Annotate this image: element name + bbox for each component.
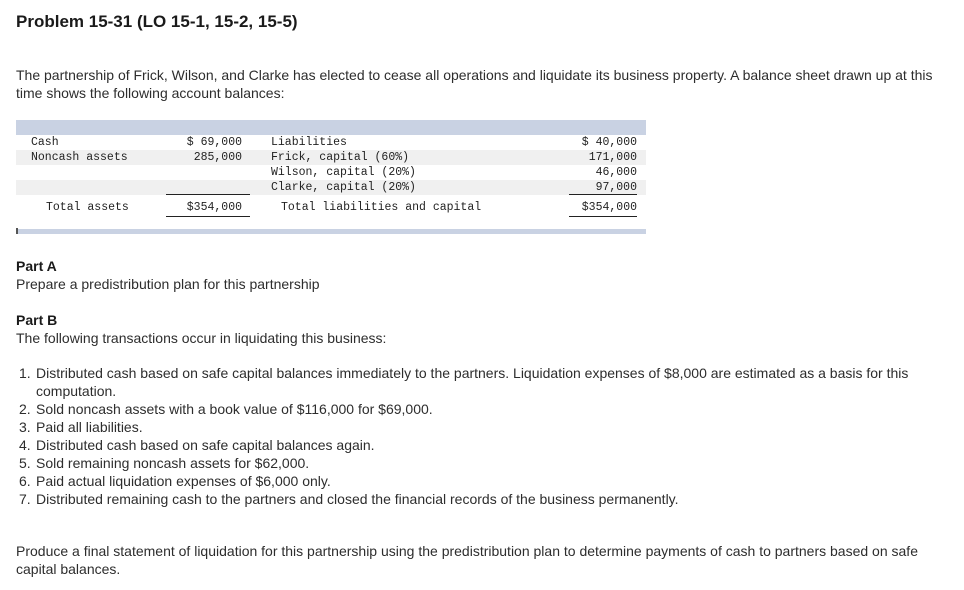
liability-amount: 171,000 <box>588 151 637 164</box>
table-total-row <box>16 200 646 215</box>
table-row <box>16 135 646 150</box>
step-text: Sold remaining noncash assets for $62,000. <box>36 455 310 471</box>
part-a-heading: Part A <box>16 258 57 274</box>
table-header-bar <box>16 120 646 135</box>
asset-amount <box>166 165 242 180</box>
table-row <box>16 180 646 195</box>
balance-sheet-table <box>16 120 646 234</box>
table-row <box>16 165 646 180</box>
step-number: 7. <box>19 491 31 507</box>
part-b-text: The following transactions occur in liquidating this business: <box>16 330 387 346</box>
asset-amount <box>166 180 242 195</box>
list-item <box>16 364 946 400</box>
total-liabilities-amount: $354,000 <box>581 201 637 214</box>
list-item <box>16 472 946 490</box>
asset-amount: 285,000 <box>193 151 242 164</box>
asset-label: Noncash assets <box>31 151 128 164</box>
problem-title: Problem 15-31 (LO 15-1, 15-2, 15-5) <box>16 12 298 31</box>
list-item <box>16 436 946 454</box>
step-text: Distributed cash based on safe capital balances again. <box>36 437 375 453</box>
final-instruction: Produce a final statement of liquidation for this partnership using the predistribution plan to determine payments of cash to partners based on safe capital balances. <box>16 543 918 577</box>
total-assets-amount: $354,000 <box>186 201 242 214</box>
list-item <box>16 490 946 508</box>
liability-label: Liabilities <box>271 136 347 149</box>
step-number: 5. <box>19 455 31 471</box>
step-number: 3. <box>19 419 31 435</box>
asset-amount: $ 69,000 <box>186 136 242 149</box>
part-a-text: Prepare a predistribution plan for this partnership <box>16 276 320 292</box>
total-underline <box>569 194 637 195</box>
step-number: 2. <box>19 401 31 417</box>
total-liabilities-label: Total liabilities and capital <box>281 201 482 214</box>
total-underline <box>166 216 250 217</box>
liability-amount: 97,000 <box>595 181 637 194</box>
list-item <box>16 418 946 436</box>
step-text: Distributed remaining cash to the partners and closed the financial records of the business permanently. <box>36 491 679 507</box>
part-b-heading: Part B <box>16 312 58 328</box>
table-footer-edge <box>16 228 18 234</box>
transaction-list <box>16 364 946 508</box>
liability-amount: 46,000 <box>595 166 637 179</box>
table-footer-bar <box>16 229 646 234</box>
step-number: 6. <box>19 473 31 489</box>
liability-label: Wilson, capital (20%) <box>271 166 416 179</box>
intro-paragraph: The partnership of Frick, Wilson, and Clarke has elected to cease all operations and liquidate its business property. A balance sheet drawn up at this time shows the following account balances: <box>16 67 933 101</box>
asset-label: Cash <box>31 136 59 149</box>
list-item <box>16 400 946 418</box>
step-number: 4. <box>19 437 31 453</box>
total-underline <box>569 216 637 217</box>
total-underline <box>166 194 250 195</box>
step-text: Distributed cash based on safe capital balances immediately to the partners. Liquidation expenses of $8,000 are estimated as a basis for this computation. <box>36 365 909 399</box>
table-row <box>16 150 646 165</box>
liability-label: Clarke, capital (20%) <box>271 181 416 194</box>
liability-label: Frick, capital (60%) <box>271 151 410 164</box>
total-assets-label: Total assets <box>46 201 129 214</box>
step-text: Paid actual liquidation expenses of $6,000 only. <box>36 473 331 489</box>
list-item <box>16 454 946 472</box>
step-text: Paid all liabilities. <box>36 419 143 435</box>
liability-amount: $ 40,000 <box>581 136 637 149</box>
step-number: 1. <box>19 365 31 381</box>
step-text: Sold noncash assets with a book value of $116,000 for $69,000. <box>36 401 433 417</box>
